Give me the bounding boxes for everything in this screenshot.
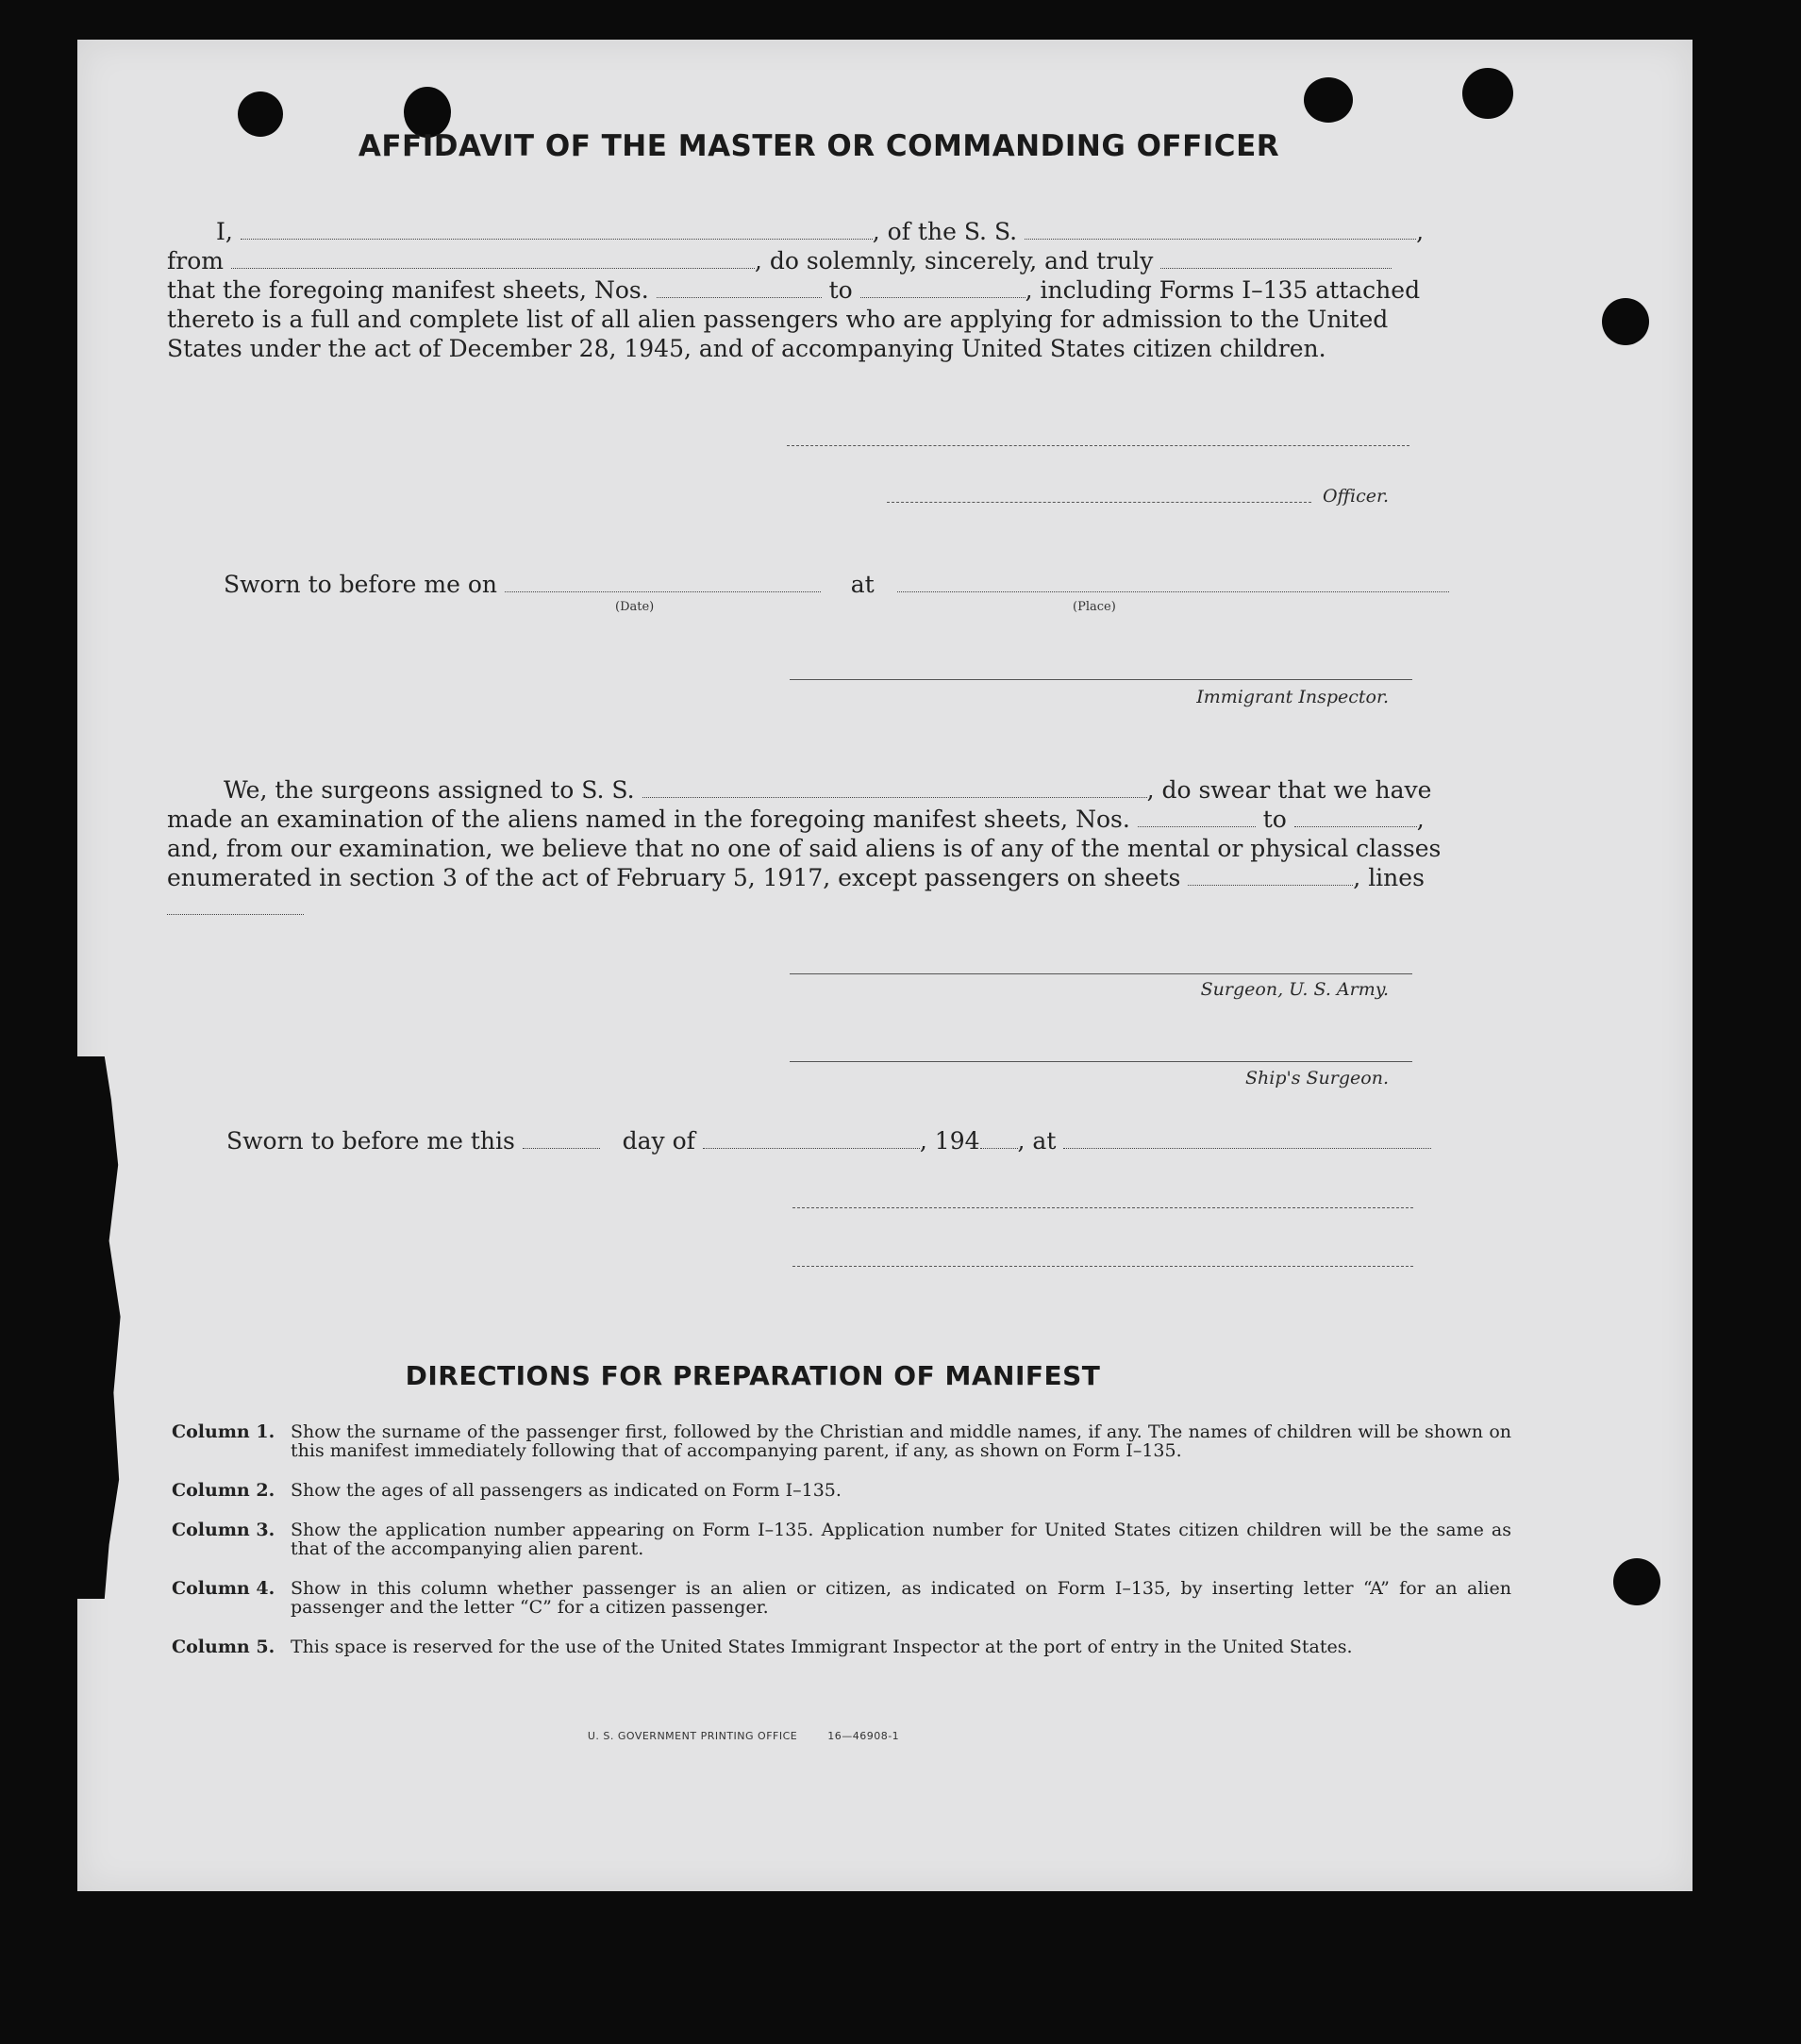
text: , 194: [919, 1127, 980, 1155]
master-signature-line[interactable]: [787, 445, 1409, 446]
place-label: (Place): [1073, 600, 1116, 614]
sworn-statement-1: [224, 570, 1450, 599]
except-sheets-field[interactable]: [1188, 868, 1353, 886]
text: Sworn to before me on: [224, 571, 498, 598]
punch-hole: [1304, 77, 1353, 123]
sworn-statement-2: [226, 1126, 1453, 1155]
text: , including Forms I–135 attached: [1025, 276, 1421, 304]
from-field[interactable]: [231, 251, 755, 269]
text: We, the surgeons assigned to S. S.: [224, 776, 635, 804]
surgeon-sheets-to-field[interactable]: [1294, 809, 1417, 827]
direction-item: [172, 1637, 1511, 1656]
text: , lines: [1353, 864, 1425, 891]
text: Sworn to before me this: [226, 1127, 515, 1155]
text: to: [1262, 806, 1287, 833]
direction-text: Show in this column whether passenger is an alien or citizen, as indicated on Form I–135, by inserting letter “A” for an alien passenger and the letter “C” for a citizen passenger.: [291, 1578, 1511, 1618]
surgeon-sheets-from-field[interactable]: [1138, 809, 1256, 827]
except-lines-field[interactable]: [167, 897, 304, 915]
direction-text: Show the application number appearing on Form I–135. Application number for United States citizen children will be the same as that of the accompanying alien parent.: [291, 1520, 1511, 1559]
text: day of: [622, 1127, 695, 1155]
officer-caption: Officer.: [1322, 486, 1389, 507]
printing-office-footer: [0, 1730, 1551, 1742]
text: States under the act of December 28, 1945, and of accompanying United States citizen children.: [167, 335, 1326, 362]
form-code: 16—46908-1: [827, 1730, 900, 1742]
date-label: (Date): [615, 600, 655, 614]
ship-name-field[interactable]: [1025, 222, 1416, 240]
printer-name: U. S. GOVERNMENT PRINTING OFFICE: [587, 1730, 798, 1742]
inspector-caption: Immigrant Inspector.: [1196, 687, 1389, 707]
direction-column-label: Column 5.: [172, 1637, 275, 1657]
document-page: [77, 40, 1693, 1891]
sworn-day-field[interactable]: [523, 1131, 600, 1149]
sheets-from-field[interactable]: [657, 280, 822, 298]
direction-column-label: Column 2.: [172, 1480, 275, 1501]
direction-item: [172, 1521, 1511, 1558]
text: made an examination of the aliens named in the foregoing manifest sheets, Nos.: [167, 806, 1130, 833]
text: and, from our examination, we believe that no one of said aliens is of any of the mental or physical classes: [167, 835, 1442, 862]
ship-surgeon-caption: Ship's Surgeon.: [1245, 1068, 1389, 1088]
ship-surgeon-signature-line[interactable]: [790, 1061, 1412, 1062]
text: enumerated in section 3 of the act of February 5, 1917, except passengers on sheets: [167, 864, 1181, 891]
inspector-signature-line[interactable]: [790, 679, 1412, 680]
text: I,: [216, 218, 233, 245]
text: ,: [1416, 218, 1425, 245]
direction-column-label: Column 4.: [172, 1578, 275, 1599]
punch-hole: [1602, 298, 1649, 345]
sworn-date-field[interactable]: [505, 574, 821, 592]
direction-item: [172, 1579, 1511, 1617]
surgeon-ship-field[interactable]: [642, 780, 1147, 798]
affidavit-title: AFFIDAVIT OF THE MASTER OR COMMANDING OFFICER: [358, 129, 1280, 163]
punch-hole: [1613, 1558, 1660, 1605]
text: at: [850, 571, 875, 598]
text: thereto is a full and complete list of all alien passengers who are applying for admission to the United: [167, 306, 1389, 333]
text: that the foregoing manifest sheets, Nos.: [167, 276, 649, 304]
sworn2-signature-line-1[interactable]: [792, 1207, 1413, 1208]
direction-item: [172, 1422, 1511, 1460]
truly-field[interactable]: [1160, 251, 1392, 269]
sworn-month-field[interactable]: [703, 1131, 920, 1149]
sworn-year-field[interactable]: [980, 1131, 1018, 1149]
direction-column-label: Column 1.: [172, 1421, 275, 1442]
direction-item: [172, 1481, 1511, 1500]
text: , of the S. S.: [872, 218, 1018, 245]
directions-title: DIRECTIONS FOR PREPARATION OF MANIFEST: [405, 1360, 1101, 1391]
punch-hole: [1462, 68, 1513, 119]
sheets-to-field[interactable]: [860, 280, 1026, 298]
direction-text: Show the ages of all passengers as indicated on Form I–135.: [291, 1480, 842, 1501]
surgeons-paragraph: [167, 775, 1492, 922]
text: ,: [1416, 806, 1425, 833]
army-surgeon-signature-line[interactable]: [790, 973, 1412, 974]
text: , do swear that we have: [1146, 776, 1432, 804]
army-surgeon-caption: Surgeon, U. S. Army.: [1200, 979, 1389, 1000]
text: , at: [1017, 1127, 1057, 1155]
directions-list: [172, 1422, 1511, 1677]
text: from: [167, 247, 224, 274]
name-field[interactable]: [241, 222, 873, 240]
text: to: [828, 276, 853, 304]
sworn2-signature-line-2[interactable]: [792, 1266, 1413, 1267]
direction-text: This space is reserved for the use of the United States Immigrant Inspector at the port of entry in the United States.: [291, 1637, 1353, 1657]
affidavit-paragraph: [167, 217, 1488, 363]
direction-text: Show the surname of the passenger first, followed by the Christian and middle names, if any. The names of children will be shown on this manifest immediately following that of accompanying parent, if any, as shown on Form I–135.: [291, 1421, 1511, 1461]
sworn2-place-field[interactable]: [1063, 1131, 1431, 1149]
sworn-place-field[interactable]: [897, 574, 1449, 592]
text: , do solemnly, sincerely, and truly: [754, 247, 1154, 274]
direction-column-label: Column 3.: [172, 1520, 275, 1540]
